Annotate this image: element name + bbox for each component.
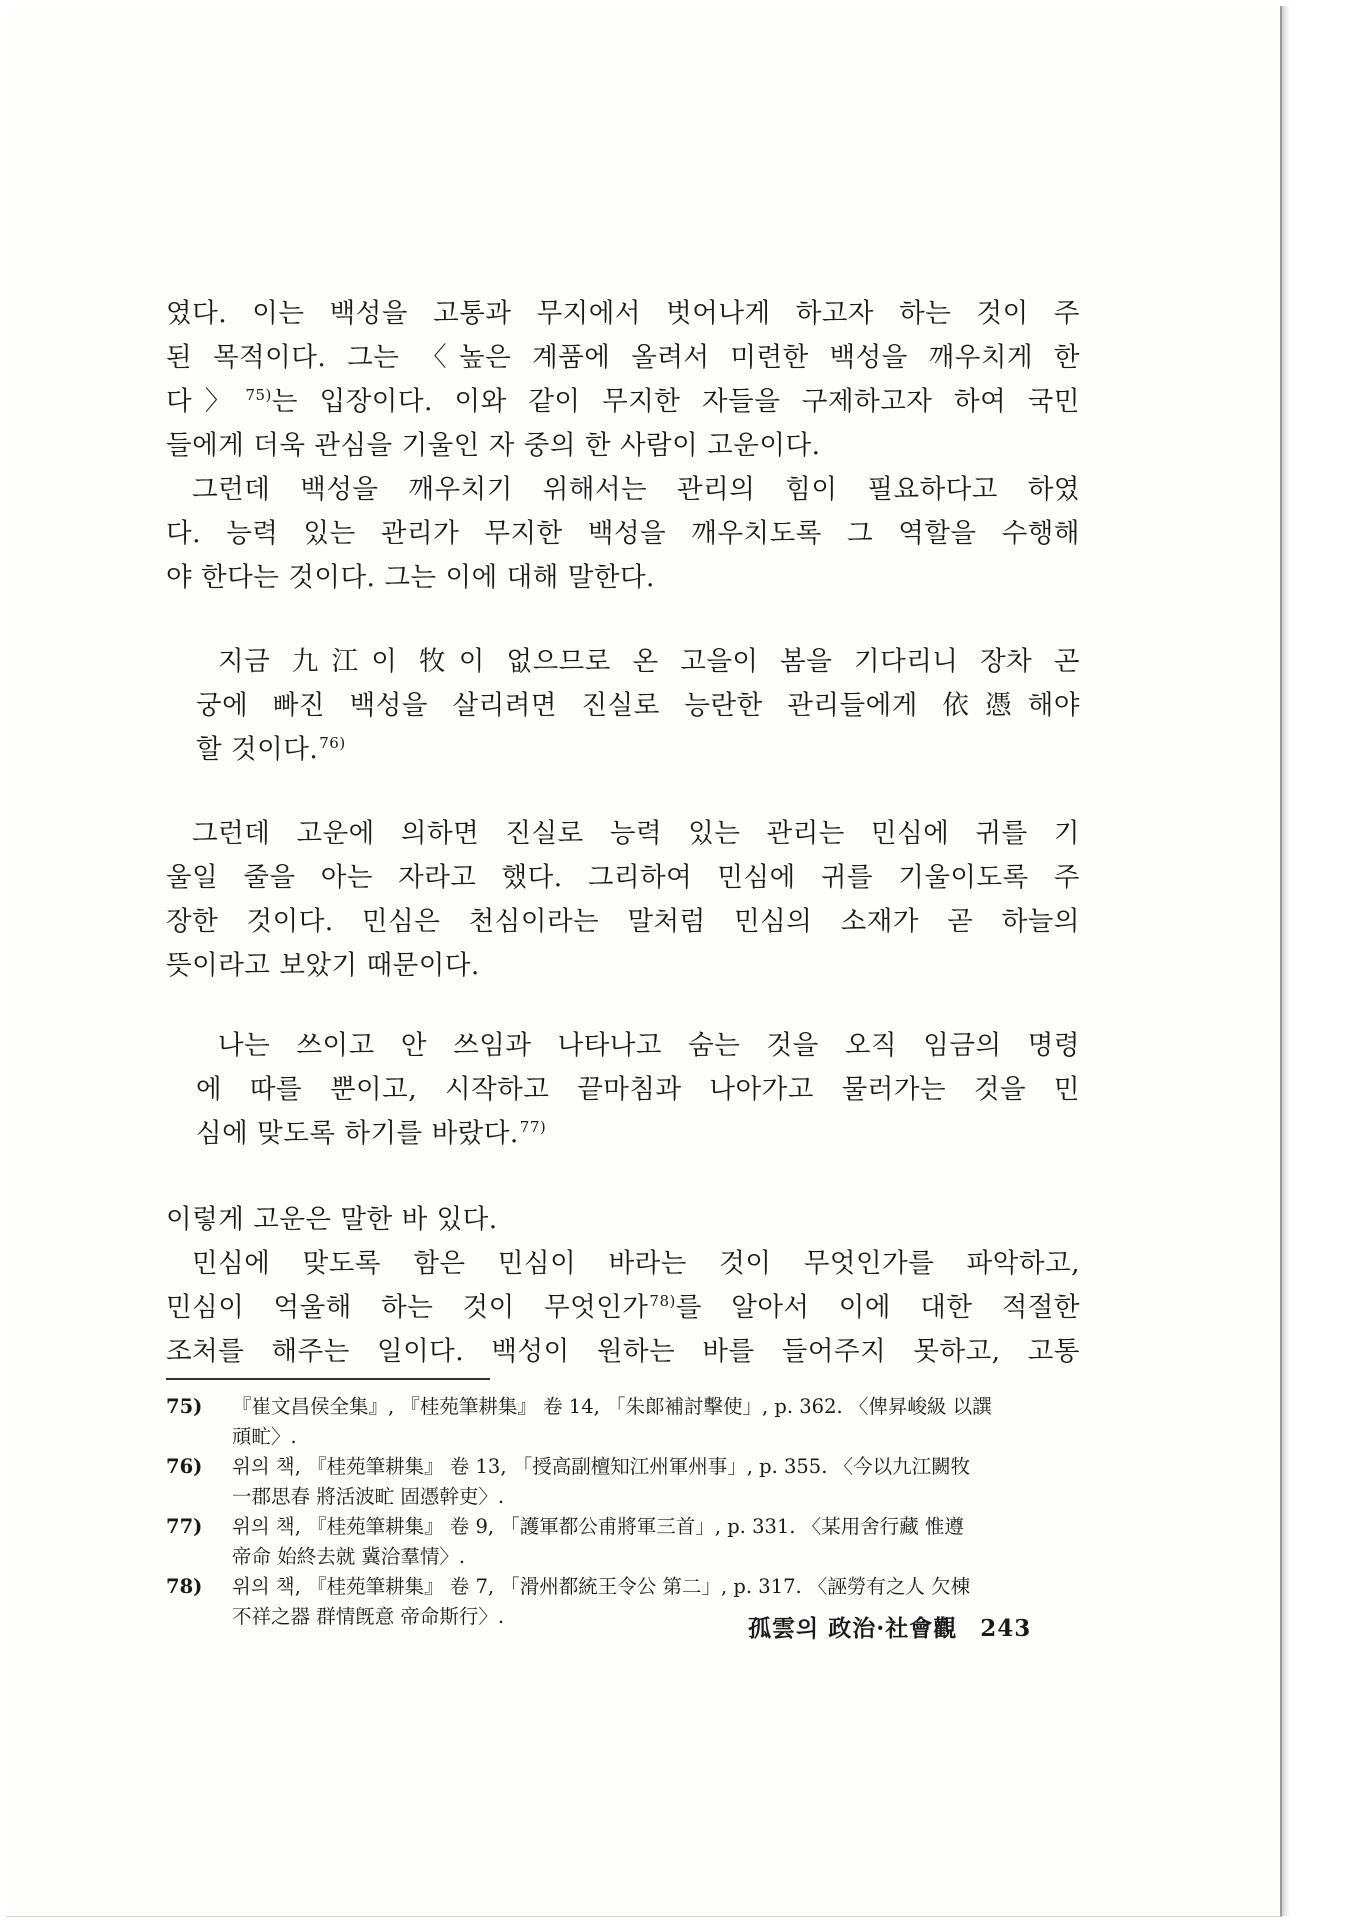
- text-line: 조처를 해주는 일이다. 백성이 원하는 바를 들어주지 못하고, 고통: [166, 1336, 1080, 1367]
- text-line: 그런데 고운에 의하면 진실로 능력 있는 관리는 민심에 귀를 기: [192, 818, 1080, 849]
- footnote-text: 위의 책, 『桂苑筆耕集』 卷 9, 「護軍都公甫將軍三首」, p. 331. 〈某用舍行藏 惟遵: [232, 1515, 964, 1538]
- text-line: 뜻이라고 보았기 때문이다.: [166, 950, 480, 981]
- text-line: 궁에 빠진 백성을 살리려면 진실로 능란한 관리들에게 依憑해야: [196, 690, 1080, 721]
- footnote-number: 78): [166, 1575, 203, 1598]
- text-line: 들에게 더욱 관심을 기울인 자 중의 한 사람이 고운이다.: [166, 430, 821, 461]
- text-fragment: 심에 맞도록 하기를 바랐다.: [196, 1118, 519, 1149]
- footnote-separator: [166, 1378, 490, 1380]
- paragraph-2: [166, 468, 1080, 600]
- text-fragment: 민심이 억울해 하는 것이 무엇인가: [166, 1292, 649, 1323]
- text-line: 민심에 맞도록 함은 민심이 바라는 것이 무엇인가를 파악하고,: [192, 1248, 1080, 1279]
- footnote-text: 不祥之器 群情旣意 帝命斯行〉.: [232, 1605, 505, 1628]
- footnote-number: 76): [166, 1455, 203, 1478]
- footnote-text: 위의 책, 『桂苑筆耕集』 卷 7, 「滑州都統王令公 第二」, p. 317. 〈誣勞有之人 欠棟: [232, 1575, 971, 1598]
- text-line-with-footnote: [196, 728, 1080, 772]
- text-line-with-footnote: [196, 1112, 1080, 1156]
- text-line: 야 한다는 것이다. 그는 이에 대해 말한다.: [166, 562, 655, 593]
- footnote-text: 頑甿〉.: [232, 1425, 297, 1448]
- paragraph-1: [166, 292, 1080, 468]
- text-fragment: 다〉: [166, 386, 245, 417]
- text-line: 그런데 백성을 깨우치기 위해서는 관리의 힘이 필요하다고 하였: [192, 474, 1080, 505]
- footnote-text: 一郡思春 將活波甿 固憑幹吏〉.: [232, 1485, 505, 1508]
- text-line: 장한 것이다. 민심은 천심이라는 말처럼 민심의 소재가 곧 하늘의: [166, 906, 1080, 937]
- footnote-ref-76: 76): [319, 734, 346, 752]
- text-line-with-footnote: [166, 380, 1080, 424]
- block-quote-2: [196, 1024, 1080, 1156]
- page-number: 243: [980, 1615, 1032, 1642]
- footnote-77: [166, 1512, 1080, 1572]
- footnote-ref-75: 75): [245, 386, 272, 404]
- text-line: 나는 쓰이고 안 쓰임과 나타나고 숨는 것을 오직 임금의 명령: [218, 1030, 1080, 1061]
- block-quote-1: [196, 640, 1080, 772]
- paragraph-3: [166, 812, 1080, 988]
- footnote-number: 77): [166, 1515, 203, 1538]
- text-line: 였다. 이는 백성을 고통과 무지에서 벗어나게 하고자 하는 것이 주: [166, 298, 1080, 329]
- text-line: 에 따를 뿐이고, 시작하고 끝마침과 나아가고 물러가는 것을 민: [196, 1074, 1080, 1105]
- text-line: 울일 줄을 아는 자라고 했다. 그리하여 민심에 귀를 기울이도록 주: [166, 862, 1080, 893]
- footnote-76: [166, 1452, 1080, 1512]
- footnote-text: 『崔文昌侯全集』, 『桂苑筆耕集』 卷 14, 「朱郞補討擊使」, p. 362. 〈俾昇峻級 以譔: [232, 1395, 992, 1418]
- footnotes: [166, 1392, 1080, 1632]
- running-footer: [748, 1610, 1031, 1643]
- footnote-number: 75): [166, 1395, 203, 1418]
- text-fragment: 를 알아서 이에 대한 적절한: [675, 1292, 1080, 1323]
- text-fragment: 할 것이다.: [196, 734, 319, 765]
- footnote-75: [166, 1392, 1080, 1452]
- text-fragment: 는 입장이다. 이와 같이 무지한 자들을 구제하고자 하여 국민: [271, 386, 1080, 417]
- page-edge: [1282, 6, 1290, 1916]
- text-line: 다. 능력 있는 관리가 무지한 백성을 깨우치도록 그 역할을 수행해: [166, 518, 1080, 549]
- text-line: 이렇게 고운은 말한 바 있다.: [166, 1204, 498, 1235]
- footnote-ref-78: 78): [649, 1292, 676, 1310]
- footnote-ref-77: 77): [519, 1118, 547, 1136]
- text-line: 지금 九江이 牧이 없으므로 온 고을이 봄을 기다리니 장차 곤: [218, 646, 1080, 677]
- text-line-with-footnote: [166, 1286, 1080, 1330]
- paragraph-4: [166, 1198, 1080, 1374]
- footnote-text: 위의 책, 『桂苑筆耕集』 卷 13, 「授高副檀知江州軍州事」, p. 355. 〈今以九江闕牧: [232, 1455, 971, 1478]
- footnote-text: 帝命 始終去就 冀洽羣情〉.: [232, 1545, 466, 1568]
- running-title: 孤雲의 政治·社會觀: [748, 1615, 958, 1642]
- text-line: 된 목적이다. 그는 〈높은 계품에 올려서 미련한 백성을 깨우치게 한: [166, 342, 1080, 373]
